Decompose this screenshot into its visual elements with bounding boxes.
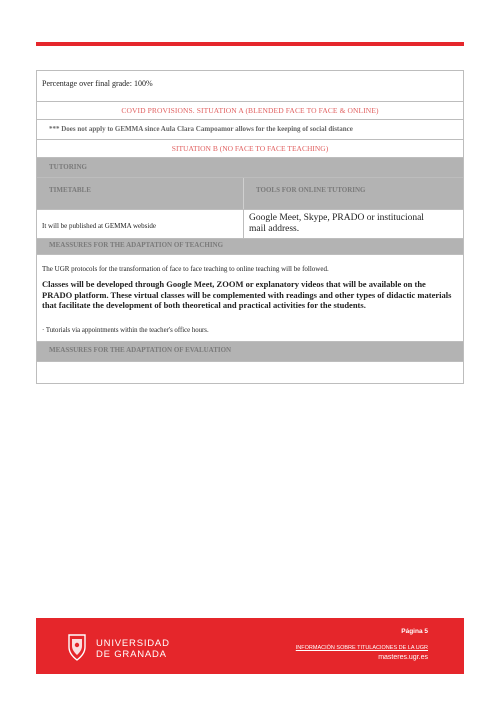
tools-heading: TOOLS FOR ONLINE TUTORING: [256, 186, 366, 194]
university-name: [96, 638, 170, 660]
tutoring-header: [37, 158, 463, 178]
site-link[interactable]: masteres.ugr.es: [378, 654, 428, 661]
timetable-values-row: [37, 210, 463, 239]
university-name-line-2: DE GRANADA: [96, 649, 167, 660]
top-accent-bar: [36, 42, 464, 46]
timetable-heading: TIMETABLE: [49, 186, 91, 194]
percentage-text: Percentage over final grade: 100%: [42, 79, 153, 88]
tools-value: Google Meet, Skype, PRADO or institucional mail address.: [249, 213, 424, 234]
covid-a-heading: COVID PROVISIONS. SITUATION A (BLENDED FACE TO FACE & ONLINE): [121, 106, 379, 115]
page-number: Página 5: [401, 628, 428, 635]
university-crest-icon: [66, 633, 88, 661]
teaching-heading: MEASSURES FOR THE ADAPTATION OF TEACHING: [49, 241, 224, 249]
teaching-header: [37, 239, 463, 255]
university-name-line-1: UNIVERSIDAD: [96, 638, 170, 649]
percentage-row: [37, 71, 463, 102]
gemma-note: *** Does not apply to GEMMA since Aula Clara Campoamor allows for the keeping of social distance: [49, 125, 353, 133]
covid-a-row: [37, 102, 463, 120]
guide-table: [36, 70, 464, 384]
tools-value-cell: [244, 210, 463, 238]
timetable-value: It will be published at GEMMA webside: [42, 222, 156, 230]
tools-header-cell: [244, 178, 463, 209]
situation-b-heading: SITUATION B (NO FACE TO FACE TEACHING): [171, 144, 329, 153]
gemma-note-row: [37, 120, 463, 140]
teaching-body: [37, 255, 463, 342]
evaluation-body: [37, 362, 463, 383]
evaluation-header: [37, 342, 463, 362]
teaching-paragraph-2: Classes will be developed through Google Meet, ZOOM or explanatory videos that will be available on the PRADO platform. These virtual classes will be complemented with readings and other types of didactic materials that facilitate the development of both theoretical and practical activities for the students.: [42, 279, 452, 310]
timetable-header-row: [37, 178, 463, 210]
tutoring-heading: TUTORING: [49, 163, 87, 171]
page-footer: [36, 618, 464, 674]
evaluation-heading: MEASSURES FOR THE ADAPTATION OF EVALUATION: [49, 346, 232, 354]
info-link[interactable]: INFORMACIÓN SOBRE TITULACIONES DE LA UGR: [295, 645, 428, 651]
timetable-value-cell: [37, 210, 244, 238]
teaching-paragraph-3: · Tutorials via appointments within the teacher's office hours.: [42, 327, 209, 334]
situation-b-row: [37, 140, 463, 158]
timetable-header-cell: [37, 178, 244, 209]
teaching-paragraph-1: The UGR protocols for the transformation of face to face teaching to online teaching will be followed.: [42, 265, 329, 273]
